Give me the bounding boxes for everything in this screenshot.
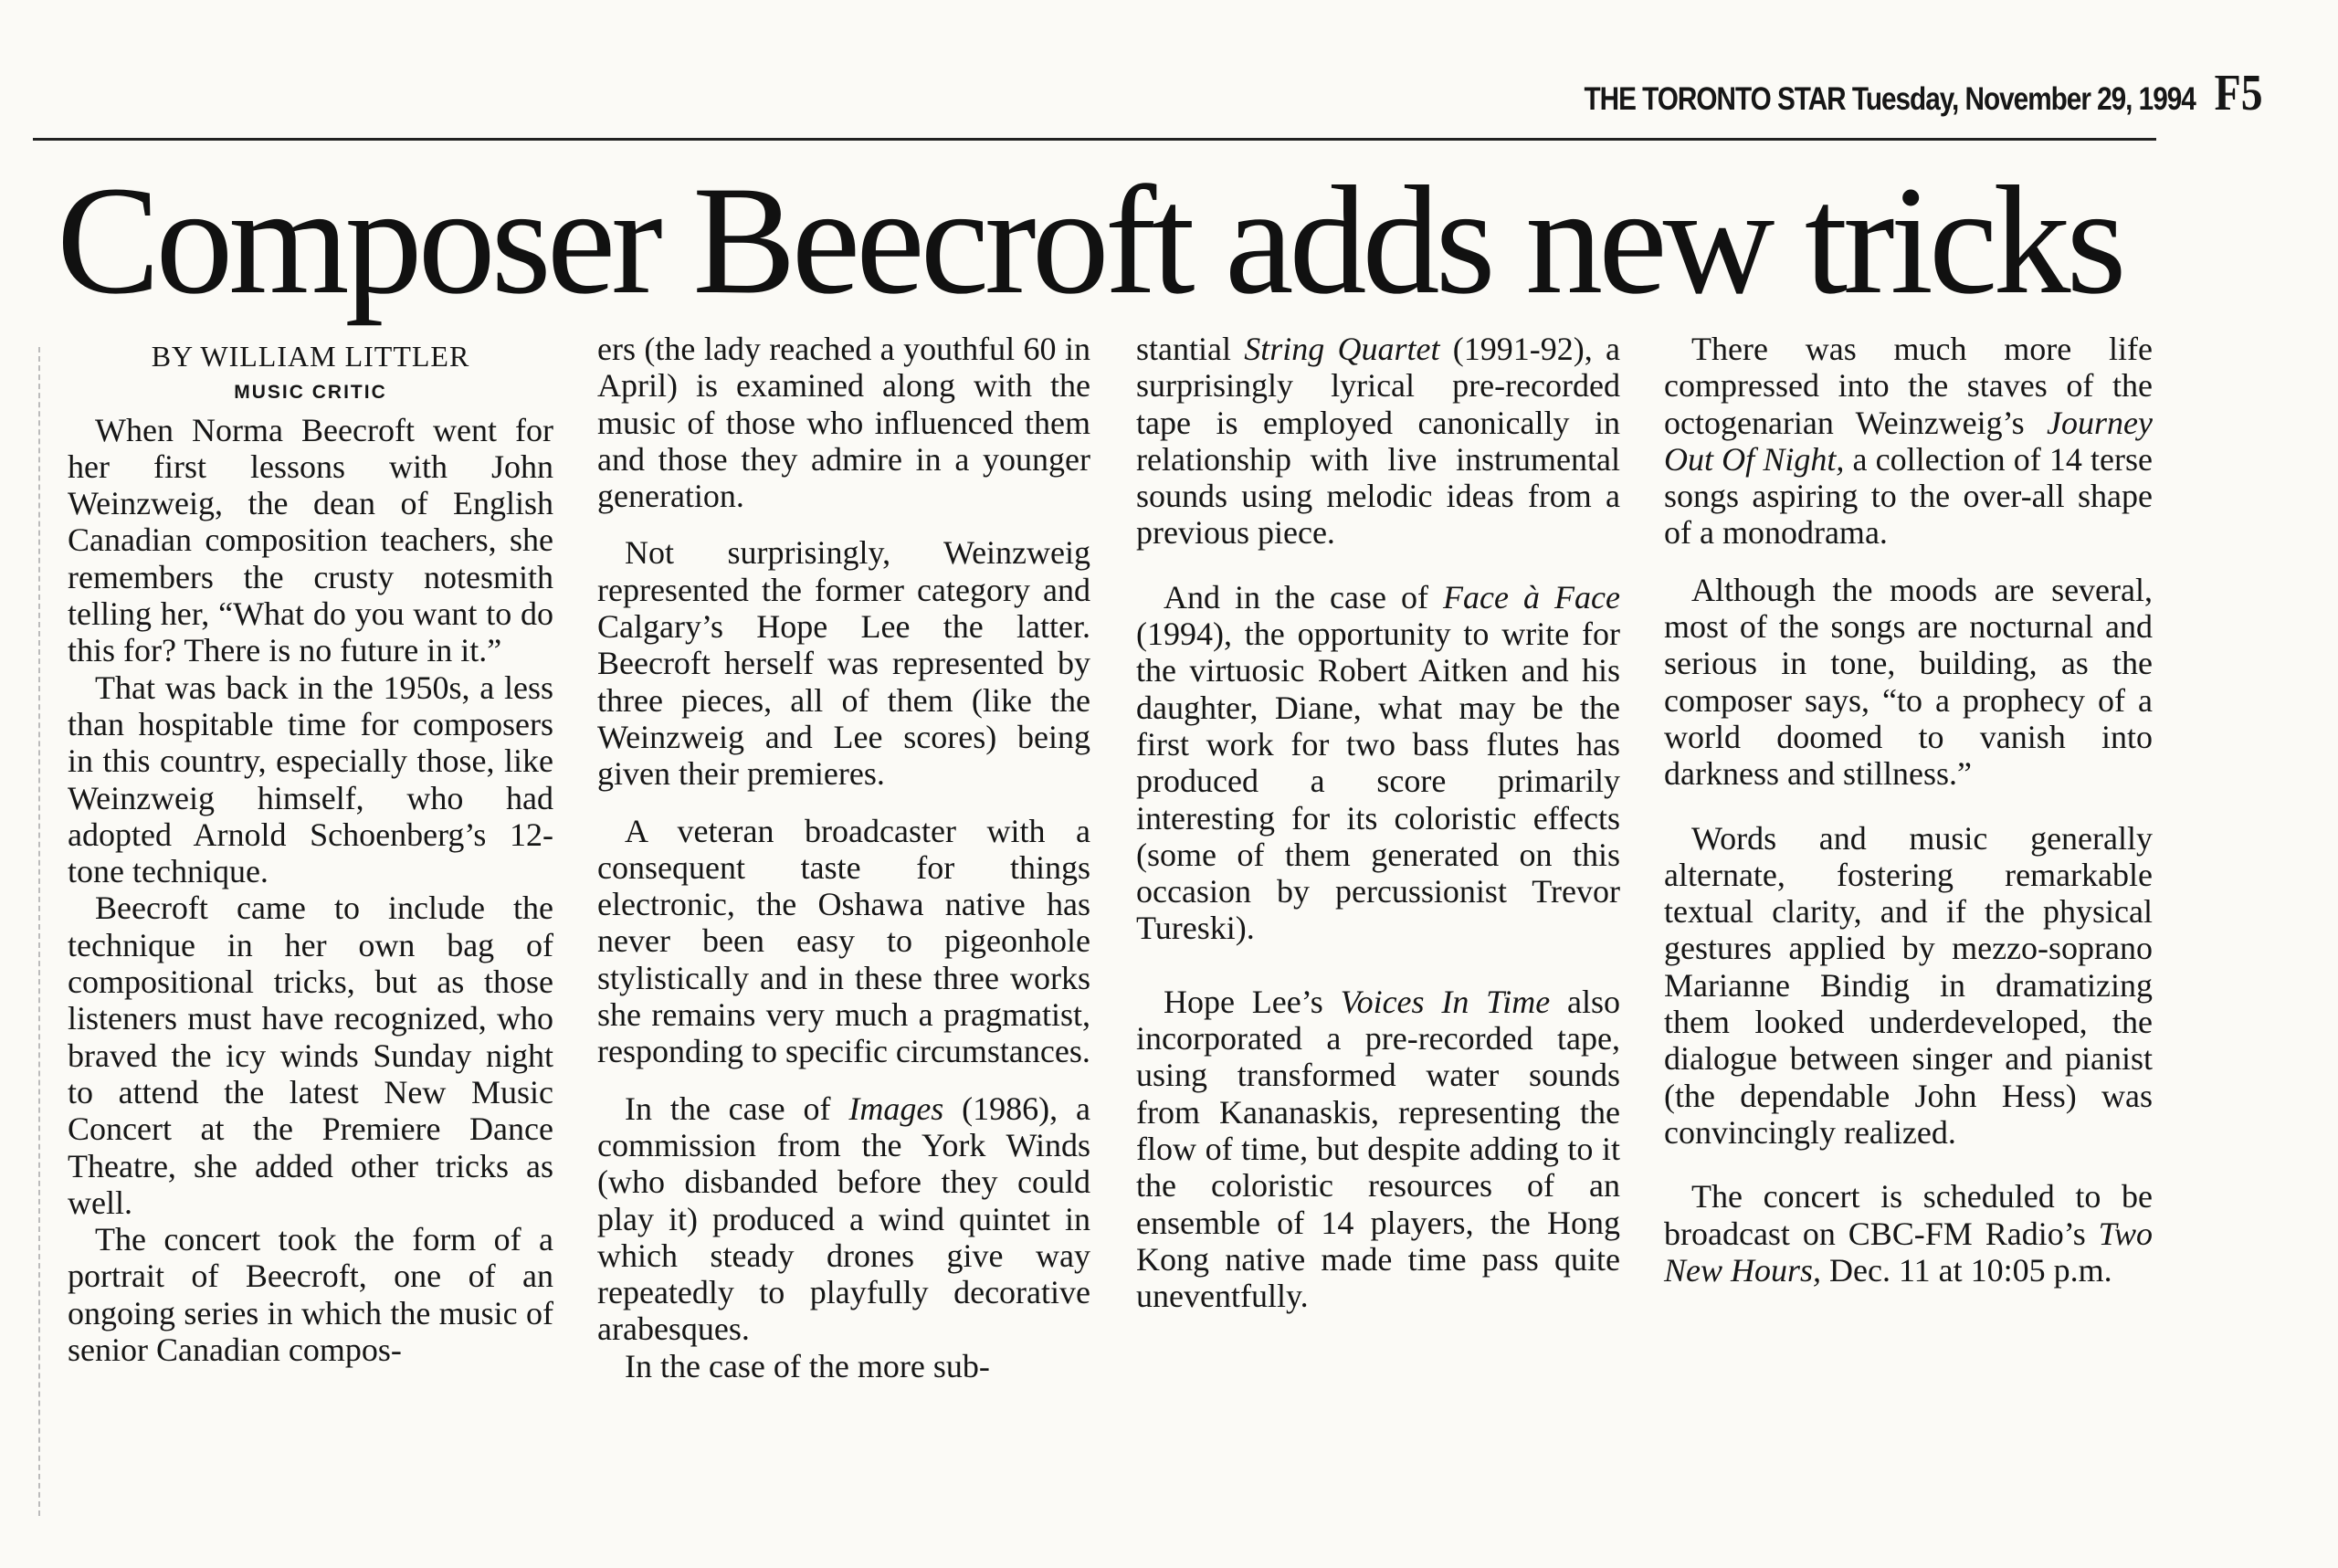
paragraph: In the case of the more sub- [625,1347,990,1384]
desk-label: MUSIC CRITIC [234,382,387,404]
article-column-4 [1664,331,2153,1545]
masthead-date: Tuesday, November 29, 1994 [1851,81,2196,117]
article-column-2 [597,331,1090,1545]
text-run: The concert is scheduled to be broadcast on CBC-FM Radio’s [1664,1178,2153,1252]
masthead-rule [33,138,2156,141]
paragraph: Although the moods are several, most of the songs are nocturnal and serious in tone, building, as the composer says, “to a prophecy of a world doomed to vanish into darkness and stillness.” [1664,571,2153,793]
text-run: Hope Lee’s [1164,983,1341,1020]
masthead [1584,64,2263,122]
paragraph-images [597,1090,1090,1348]
text-run: Dec. 11 at 10:05 p.m. [1821,1251,2112,1289]
work-title: Images [848,1089,944,1127]
paragraph-string-quartet [1136,331,1620,552]
work-title: Voices In Time [1340,983,1551,1020]
text-run: (1986), a commission from the York Winds (who disbanded before they could play it) produced a wind quintet in which steady drones give way repeatedly to playfully decorative arabesques. [597,1089,1090,1348]
paragraph-journey [1664,331,2153,552]
paragraph-face-a-face [1136,579,1620,947]
text-run: In the case of [625,1089,849,1127]
text-run: (1991-92), a surprisingly lyrical pre-recorded tape is employed canonically in relationship with live instrumental sounds using melodic ideas from a previous piece. [1136,331,1620,552]
text-run: a collection of 14 terse songs aspiring to the over-all shape of a monodrama. [1664,440,2154,552]
paragraph: The concert took the form of a portrait of Beecroft, one of an ongoing series in which the music of senior Canadian compos- [68,1221,553,1369]
headline: Composer Beecroft adds new tricks [57,154,2122,326]
paragraph: Not surprisingly, Weinzweig represented the former category and Calgary’s Hope Lee the latter. Beecroft herself was represented by three pieces, all of them (like the Weinzweig and Lee scores) being given their premieres. [597,534,1090,793]
paragraph-voices-in-time [1136,984,1620,1315]
text-run: And in the case of [1164,578,1444,616]
article-column-1 [68,338,553,1552]
paragraph: A veteran broadcaster with a consequent taste for things electronic, the Oshawa native has never been easy to pigeonhole stylistically and in these three works she remains very much a pragmatist, responding to specific circumstances. [597,812,1090,1070]
paragraph: When Norma Beecroft went for her first lessons with John Weinzweig, the dean of English Canadian composition teachers, she remembers the crusty notesmith telling her, “What do you want to do this for? There is no future in it.” [68,411,553,669]
text-run: (1994), the opportunity to write for the virtuosic Robert Aitken and his daughter, Diane, what may be the first work for two bass flutes has produced a score primarily interesting for its coloristic effects (some of them generated on this occasion by percussionist Trevor Tureski). [1136,616,1620,947]
text-run: also incorporated a pre-recorded tape, using transformed water sounds from Kananaskis, representing the flow of time, but despite adding to it the coloristic resources of an ensemble of 14 players, the Hong Kong native made time pass quite uneventfully. [1136,983,1620,1315]
paragraph: That was back in the 1950s, a less than hospitable time for composers in this country, especially those, like Weinzweig himself, who had adopted Arnold Schoenberg’s 12-tone technique. [68,668,553,890]
byline: BY WILLIAM LITTLER [151,340,470,373]
text-run: stantial [1136,331,1245,367]
work-title: String Quartet [1244,331,1440,367]
clipping-edge [38,347,40,1516]
paragraph: Words and music generally alternate, fostering remarkable textual clarity, and if the physical gestures applied by mezzo-soprano Marianne Bindig in dramatizing them looked underdeveloped, the dialogue between singer and pianist (the dependable John Hess) was convincingly realized. [1664,819,2153,1151]
article-column-3 [1136,331,1620,1545]
text-run: There was much more life compressed into the staves of the octogenarian Weinzweig’s [1664,331,2153,441]
work-title: Face à Face [1443,578,1620,616]
paragraph: Beecroft came to include the technique in her own bag of compositional tricks, but as those listeners must have recognized, who braved the icy winds Sunday night to attend the latest New Music Concert at the Premiere Dance Theatre, she added other tricks as well. [68,889,553,1221]
masthead-paper: THE TORONTO STAR [1584,81,1846,117]
program-title: Two New Hours, [1664,1215,2153,1289]
paragraph: ers (the lady reached a youthful 60 in April) is examined along with the music of those who influenced them and those they admire in a younger generation. [597,331,1090,515]
page-number: F5 [2214,65,2263,121]
work-title: Journey Out Of Night, [1664,404,2153,478]
paragraph-broadcast [1664,1178,2153,1289]
